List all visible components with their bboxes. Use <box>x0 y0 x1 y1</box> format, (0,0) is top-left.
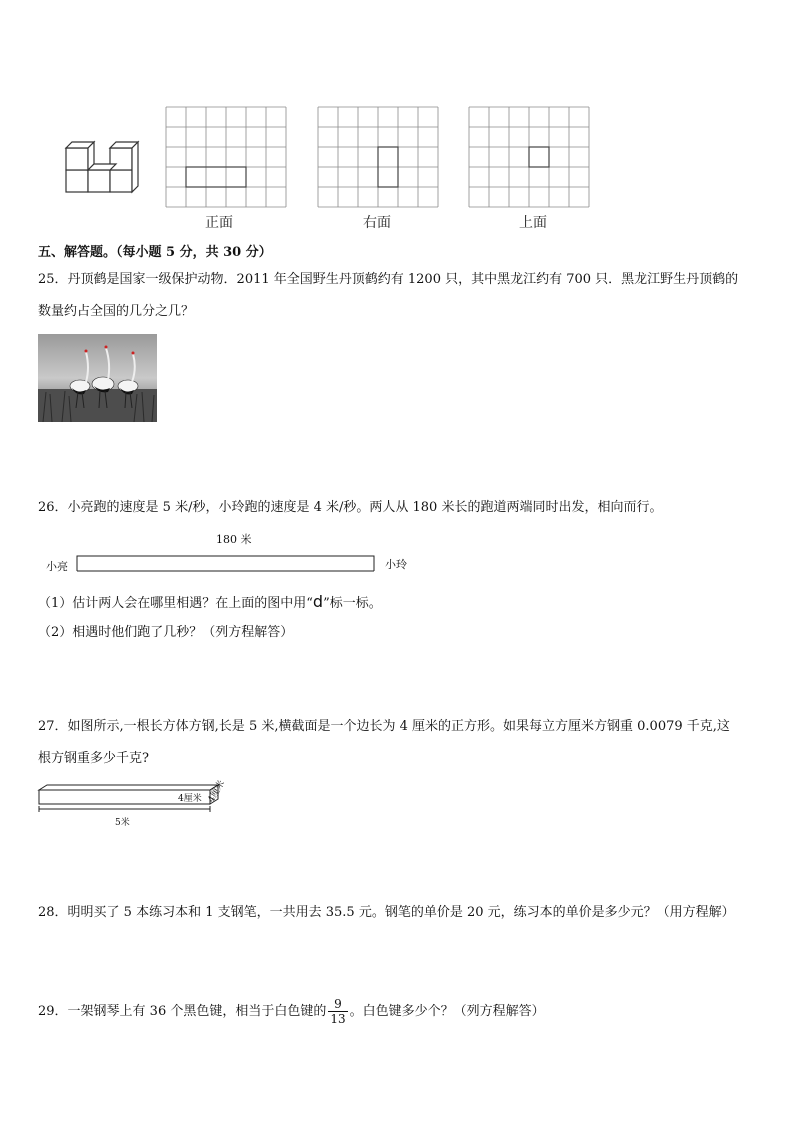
fraction-denominator: 13 <box>330 1012 346 1026</box>
q25-line2: 数量约占全国的几分之几？ <box>38 304 195 319</box>
bar-end-label: 4厘米 <box>178 794 202 804</box>
right-runner-label: 小玲 <box>385 558 407 571</box>
grid-guide-outline <box>186 167 246 187</box>
q26-sub1 <box>38 592 382 614</box>
q29-pre: 29．一架钢琴上有 36 个黑色键，相当于白色键的 <box>38 1004 327 1019</box>
fraction <box>328 997 347 1026</box>
track-diagram <box>74 544 380 572</box>
q29-post: 。白色键多少个？（列方程解答） <box>349 1004 545 1019</box>
grid-guide-outline <box>529 147 549 167</box>
track-length-label: 180 米 <box>216 533 252 546</box>
section-title: 五、解答题。（每小题 5 分，共 30 分） <box>38 245 272 260</box>
meet-mark-glyph: d <box>312 592 324 611</box>
q26-stem: 26．小亮跑的速度是 5 米/秒，小玲跑的速度是 4 米/秒。两人从 180 米长的跑道两端同时出发，相向而行。 <box>38 500 663 515</box>
q29-text <box>38 994 545 1030</box>
front-view-grid[interactable] <box>165 106 287 208</box>
left-runner-label: 小亮 <box>46 560 68 573</box>
q26-sub1-post: ”标一标。 <box>323 596 382 611</box>
steel-bar-diagram <box>36 782 236 818</box>
q26-sub1-pre: （1）估计两人会在哪里相遇？在上面的图中用“ <box>38 596 313 611</box>
top-view-label: 上面 <box>519 215 547 231</box>
q28-text: 28．明明买了 5 本练习本和 1 支钢笔，一共用去 35.5 元。钢笔的单价是 20 元，练习本的单价是多少元？（用方程解） <box>38 905 735 920</box>
bar-length-label: 5米 <box>115 818 130 828</box>
fraction-numerator: 9 <box>328 997 347 1012</box>
crane-photo <box>38 334 157 422</box>
front-view-label: 正面 <box>205 215 233 231</box>
q26-sub2: （2）相遇时他们跑了几秒？（列方程解答） <box>38 625 294 640</box>
bar-side-label: 4厘米 <box>206 778 228 805</box>
q27-line1: 27．如图所示,一根长方体方钢,长是 5 米,横截面是一个边长为 4 厘米的正方形。如果每立方厘米方钢重 0.0079 千克,这 <box>38 719 730 734</box>
right-view-grid[interactable] <box>317 106 439 208</box>
right-view-label: 右面 <box>363 215 391 231</box>
top-view-grid[interactable] <box>468 106 590 208</box>
cube-figure <box>62 140 142 200</box>
q27-line2: 根方钢重多少千克? <box>38 751 149 766</box>
q25-line1: 25．丹顶鹤是国家一级保护动物．2011 年全国野生丹顶鹤约有 1200 只，其中黑龙江约有 700 只．黑龙江野生丹顶鹤的 <box>38 272 739 287</box>
